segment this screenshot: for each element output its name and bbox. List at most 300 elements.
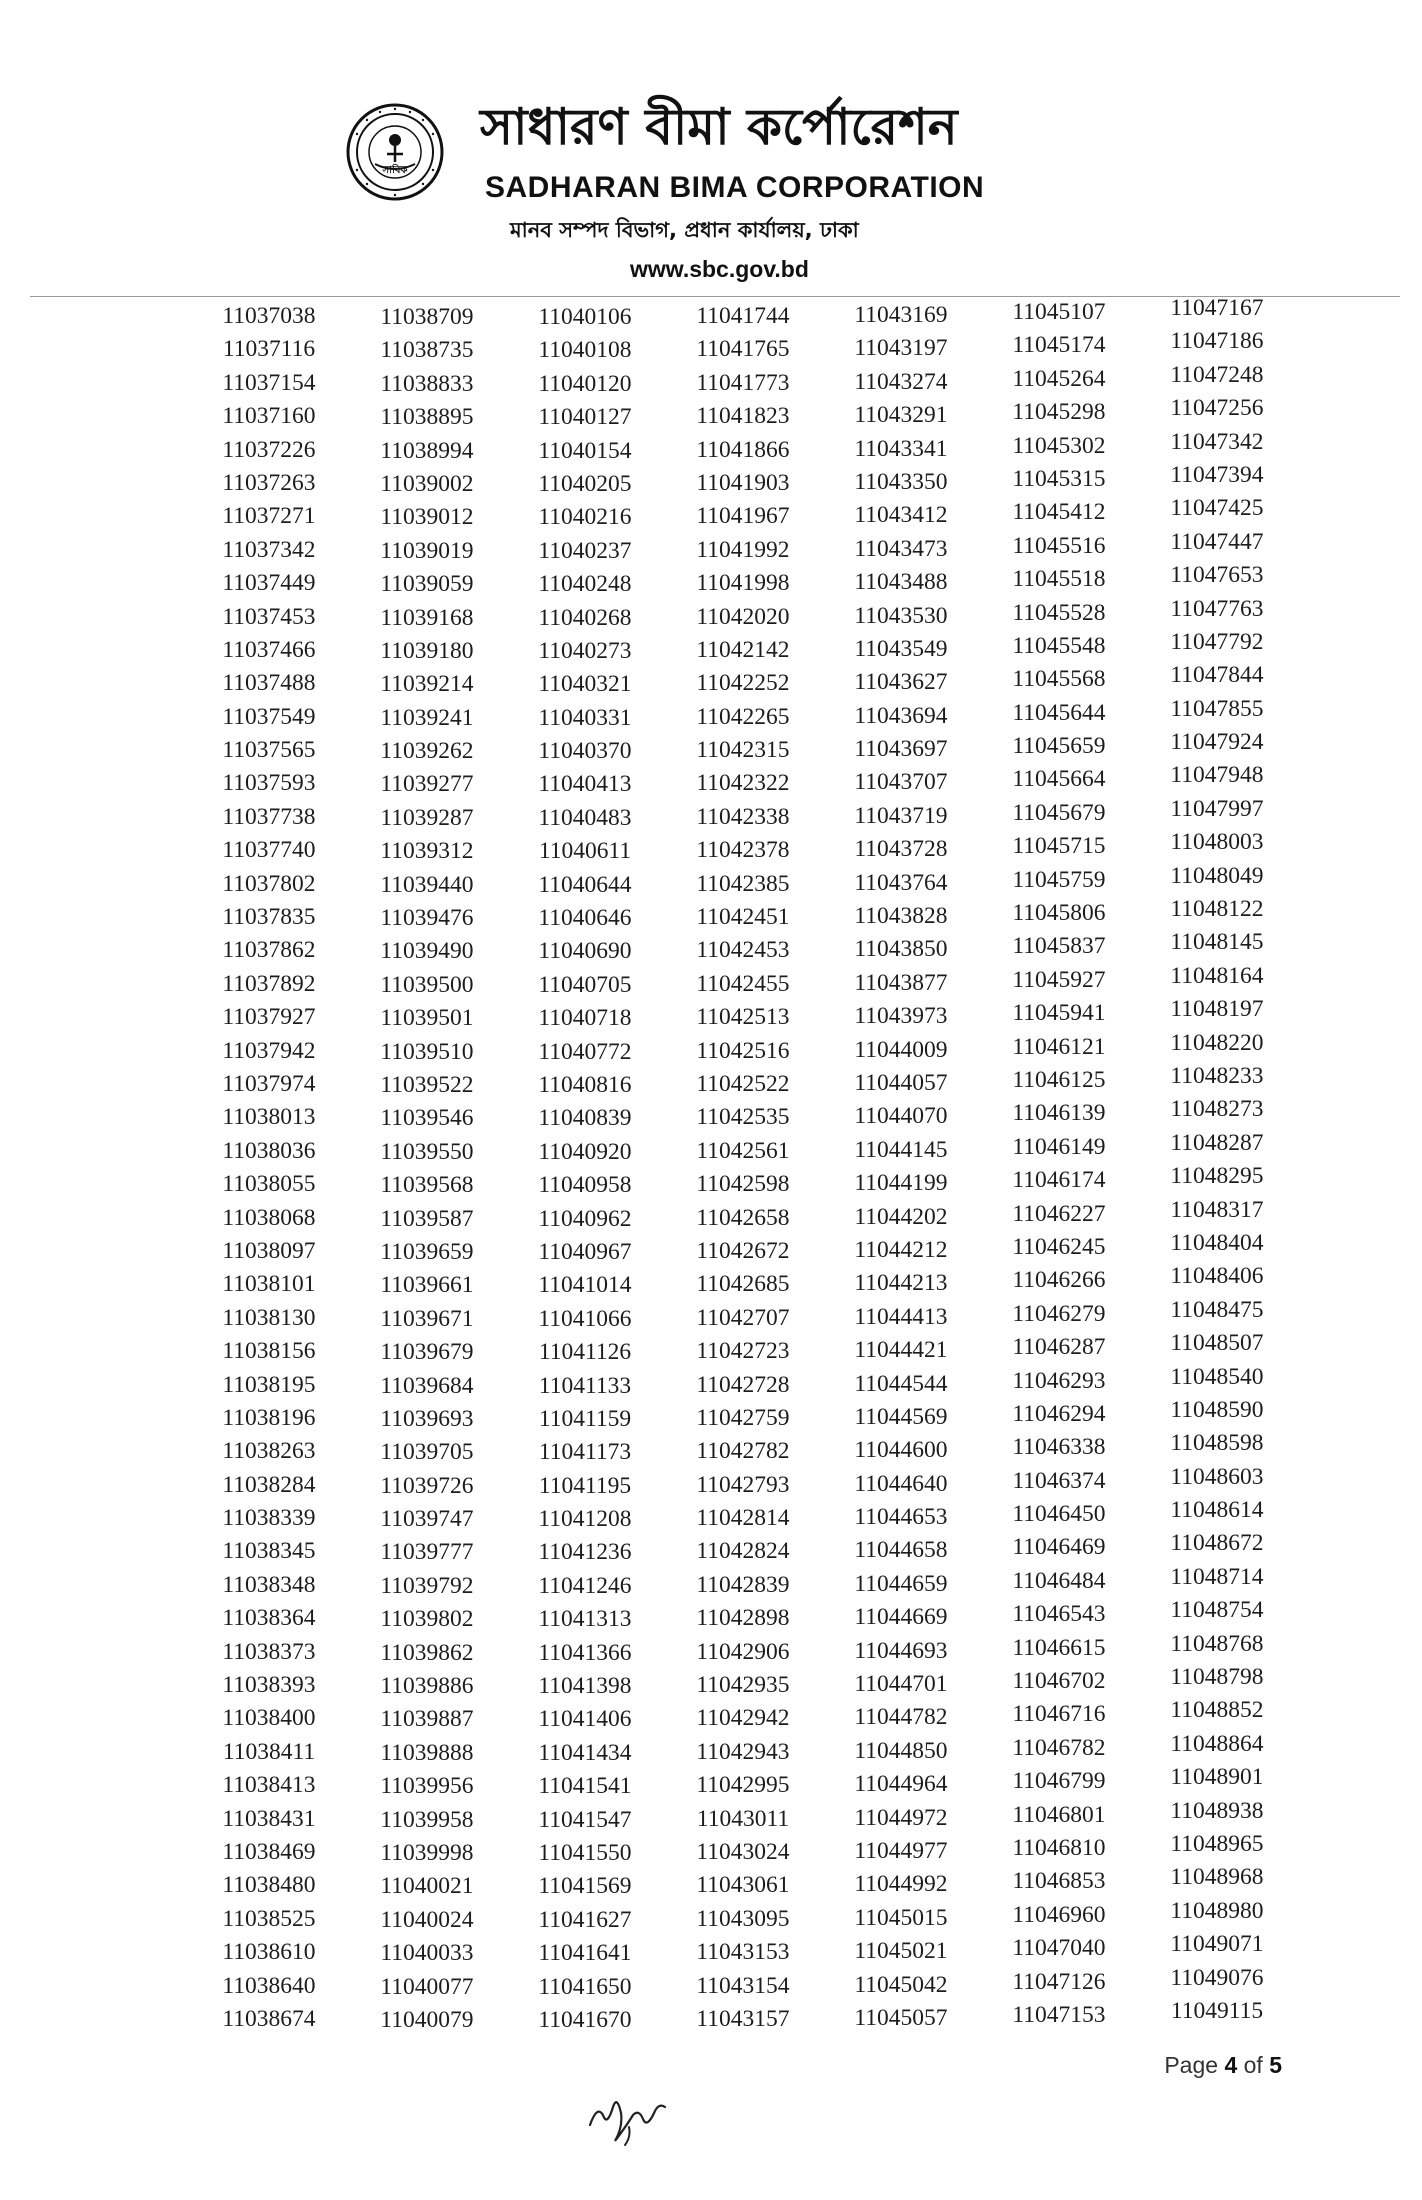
roll-number-cell: 11039241 [380, 704, 474, 731]
roll-number-cell: 11044145 [854, 1136, 948, 1163]
roll-number-cell: 11048852 [1170, 1697, 1264, 1724]
roll-number-cell: 11039671 [380, 1305, 474, 1332]
roll-number-cell: 11042672 [696, 1237, 790, 1264]
roll-number-cell: 11038833 [380, 370, 474, 397]
roll-number-cell: 11037862 [222, 937, 316, 964]
roll-number-cell: 11048145 [1170, 929, 1264, 956]
roll-number-cell: 11038196 [222, 1404, 316, 1431]
roll-number-cell: 11048122 [1170, 896, 1264, 923]
roll-number-cell: 11044544 [854, 1370, 948, 1397]
roll-number-cell: 11038101 [222, 1271, 316, 1298]
roll-number-cell: 11040127 [538, 404, 632, 431]
roll-number-cell: 11046615 [1012, 1634, 1106, 1661]
roll-number-cell: 11043061 [696, 1872, 790, 1899]
roll-number-cell: 11048614 [1170, 1497, 1264, 1524]
roll-number-cell: 11039500 [380, 971, 474, 998]
roll-column [822, 299, 980, 2053]
roll-number-cell: 11041159 [538, 1405, 632, 1432]
roll-number-cell: 11041208 [538, 1506, 632, 1533]
roll-number-cell: 11045679 [1012, 799, 1106, 826]
roll-number-cell: 11041650 [538, 1973, 632, 2000]
roll-number-cell: 11039587 [380, 1205, 474, 1232]
roll-number-cell: 11048672 [1170, 1530, 1264, 1557]
roll-number-cell: 11043153 [696, 1939, 790, 1966]
roll-number-cell: 11046702 [1012, 1668, 1106, 1695]
roll-number-cell: 11038525 [222, 1905, 316, 1932]
website-link[interactable]: www.sbc.gov.bd [630, 256, 809, 282]
roll-number-cell: 11039802 [380, 1606, 474, 1633]
roll-number-cell: 11039661 [380, 1272, 474, 1299]
roll-number-cell: 11040958 [538, 1172, 632, 1199]
roll-number-cell: 11040021 [380, 1873, 474, 1900]
roll-number-cell: 11037802 [222, 870, 316, 897]
roll-number-cell: 11039440 [380, 871, 474, 898]
roll-number-cell: 11037271 [222, 503, 316, 530]
roll-number-cell: 11048598 [1170, 1430, 1264, 1457]
roll-number-cell: 11042793 [696, 1471, 790, 1498]
roll-number-cell: 11038480 [222, 1872, 316, 1899]
roll-number-cell: 11042839 [696, 1571, 790, 1598]
roll-number-cell: 11038413 [222, 1772, 316, 1799]
roll-number-cell: 11042814 [696, 1505, 790, 1532]
roll-number-cell: 11039501 [380, 1005, 474, 1032]
roll-number-cell: 11039510 [380, 1038, 474, 1065]
roll-number-cell: 11046716 [1012, 1701, 1106, 1728]
roll-number-cell: 11039012 [380, 504, 474, 531]
roll-number-cell: 11043473 [854, 535, 948, 562]
roll-number-cell: 11048768 [1170, 1630, 1264, 1657]
roll-number-cell: 11040644 [538, 871, 632, 898]
roll-number-cell: 11044640 [854, 1470, 948, 1497]
roll-number-cell: 11042707 [696, 1304, 790, 1331]
page-of: of [1243, 2052, 1263, 2078]
roll-number-cell: 11045837 [1012, 933, 1106, 960]
roll-number-cell: 11039726 [380, 1472, 474, 1499]
roll-number-cell: 11038195 [222, 1371, 316, 1398]
roll-number-cell: 11038284 [222, 1471, 316, 1498]
roll-number-cell: 11046338 [1012, 1434, 1106, 1461]
roll-number-cell: 11048197 [1170, 996, 1264, 1023]
roll-number-cell: 11038640 [222, 1972, 316, 1999]
roll-number-cell: 11038674 [222, 2005, 316, 2032]
roll-number-cell: 11040154 [538, 437, 632, 464]
seal-text: সাবিক [382, 165, 408, 176]
roll-number-cell: 11046279 [1012, 1300, 1106, 1327]
roll-number-cell: 11042561 [696, 1137, 790, 1164]
roll-column [980, 296, 1138, 2050]
roll-number-cell: 11044070 [854, 1103, 948, 1130]
roll-number-cell: 11040920 [538, 1138, 632, 1165]
roll-number-cell: 11042265 [696, 703, 790, 730]
roll-number-cell: 11047394 [1170, 461, 1264, 488]
roll-number-cell: 11040772 [538, 1038, 632, 1065]
roll-number-cell: 11043488 [854, 569, 948, 596]
roll-number-cell: 11039684 [380, 1372, 474, 1399]
roll-number-cell: 11048754 [1170, 1597, 1264, 1624]
roll-number-cell: 11042378 [696, 837, 790, 864]
roll-number-cell: 11046374 [1012, 1467, 1106, 1494]
roll-number-cell: 11042906 [696, 1638, 790, 1665]
roll-number-cell: 11039287 [380, 804, 474, 831]
roll-number-cell: 11043011 [696, 1805, 790, 1832]
roll-number-cell: 11041744 [696, 303, 790, 329]
roll-number-cell: 11039693 [380, 1405, 474, 1432]
roll-number-cell: 11046149 [1012, 1133, 1106, 1160]
roll-number-cell: 11038735 [380, 337, 474, 364]
roll-number-cell: 11042942 [696, 1705, 790, 1732]
roll-number-cell: 11037593 [222, 770, 316, 797]
roll-number-cell: 11040611 [538, 838, 632, 865]
roll-number-cell: 11045548 [1012, 632, 1106, 659]
roll-number-cell: 11043697 [854, 736, 948, 763]
roll-number-cell: 11046960 [1012, 1901, 1106, 1928]
roll-number-cell: 11047126 [1012, 1968, 1106, 1995]
roll-number-cell: 11039522 [380, 1071, 474, 1098]
roll-number-cell: 11040024 [380, 1906, 474, 1933]
roll-number-cell: 11048968 [1170, 1864, 1264, 1891]
roll-number-cell: 11042252 [696, 670, 790, 697]
roll-number-cell: 11038013 [222, 1104, 316, 1131]
roll-number-cell: 11044658 [854, 1537, 948, 1564]
roll-number-cell: 11047924 [1170, 729, 1264, 756]
roll-number-cell: 11039747 [380, 1506, 474, 1533]
roll-number-cell: 11043291 [854, 402, 948, 429]
roll-number-cell: 11038068 [222, 1204, 316, 1231]
roll-number-cell: 11044212 [854, 1236, 948, 1263]
roll-number-cell: 11046799 [1012, 1768, 1106, 1795]
roll-number-cell: 11039887 [380, 1706, 474, 1733]
roll-number-cell: 11049115 [1170, 1997, 1264, 2024]
roll-number-cell: 11044693 [854, 1637, 948, 1664]
roll-number-cell: 11037263 [222, 469, 316, 496]
roll-number-cell: 11041173 [538, 1439, 632, 1466]
roll-number-cell: 11040033 [380, 1940, 474, 1967]
roll-number-cell: 11038373 [222, 1638, 316, 1665]
roll-number-cell: 11042995 [696, 1772, 790, 1799]
roll-number-cell: 11039476 [380, 905, 474, 932]
roll-number-cell: 11043530 [854, 602, 948, 629]
roll-number-cell: 11043350 [854, 468, 948, 495]
roll-number-cell: 11037160 [222, 403, 316, 430]
roll-number-cell: 11043764 [854, 869, 948, 896]
roll-number-cell: 11040413 [538, 771, 632, 798]
roll-number-cell: 11041641 [538, 1940, 632, 1967]
roll-number-grid [190, 295, 1290, 2052]
roll-number-cell: 11048273 [1170, 1096, 1264, 1123]
roll-number-cell: 11040967 [538, 1238, 632, 1265]
roll-number-cell: 11041236 [538, 1539, 632, 1566]
roll-number-cell: 11039180 [380, 637, 474, 664]
roll-number-cell: 11037342 [222, 536, 316, 563]
roll-number-cell: 11040321 [538, 671, 632, 698]
org-name-bengali: সাধারণ বীমা কর্পোরেশন [480, 98, 958, 156]
roll-number-cell: 11042782 [696, 1438, 790, 1465]
roll-number-cell: 11040331 [538, 704, 632, 731]
roll-number-cell: 11044413 [854, 1303, 948, 1330]
roll-number-cell: 11041541 [538, 1773, 632, 1800]
roll-number-cell: 11037738 [222, 803, 316, 830]
roll-number-cell: 11046484 [1012, 1567, 1106, 1594]
roll-number-cell: 11039705 [380, 1439, 474, 1466]
roll-number-cell: 11041550 [538, 1839, 632, 1866]
roll-number-cell: 11042385 [696, 870, 790, 897]
roll-number-cell: 11038036 [222, 1137, 316, 1164]
roll-number-cell: 11041765 [696, 336, 790, 363]
roll-number-cell: 11046121 [1012, 1033, 1106, 1060]
roll-number-cell: 11048164 [1170, 962, 1264, 989]
roll-number-cell: 11042658 [696, 1204, 790, 1231]
roll-number-cell: 11037565 [222, 737, 316, 764]
roll-number-cell: 11041823 [696, 403, 790, 430]
roll-number-cell: 11048287 [1170, 1129, 1264, 1156]
roll-number-cell: 11037038 [222, 303, 316, 329]
roll-number-cell: 11047256 [1170, 395, 1264, 422]
roll-number-cell: 11047792 [1170, 628, 1264, 655]
roll-number-cell: 11039888 [380, 1739, 474, 1766]
roll-number-cell: 11048590 [1170, 1396, 1264, 1423]
roll-number-cell: 11047997 [1170, 795, 1264, 822]
roll-number-cell: 11042759 [696, 1404, 790, 1431]
roll-number-cell: 11049071 [1170, 1931, 1264, 1958]
roll-number-cell: 11047248 [1170, 361, 1264, 388]
roll-number-cell: 11047153 [1012, 2001, 1106, 2028]
roll-number-cell: 11043850 [854, 936, 948, 963]
page-current: 4 [1224, 2052, 1238, 2078]
roll-number-cell: 11047855 [1170, 695, 1264, 722]
roll-number-cell: 11040370 [538, 738, 632, 765]
roll-number-cell: 11041998 [696, 570, 790, 597]
roll-number-cell: 11039659 [380, 1238, 474, 1265]
roll-number-cell: 11039792 [380, 1572, 474, 1599]
roll-number-cell: 11048938 [1170, 1797, 1264, 1824]
roll-number-cell: 11042728 [696, 1371, 790, 1398]
roll-number-cell: 11047186 [1170, 328, 1264, 355]
page-total: 5 [1269, 2052, 1282, 2078]
roll-number-cell: 11038097 [222, 1237, 316, 1264]
roll-number-cell: 11043341 [854, 435, 948, 462]
roll-number-cell: 11045107 [1012, 299, 1106, 325]
roll-number-cell: 11044600 [854, 1437, 948, 1464]
roll-number-cell: 11039168 [380, 604, 474, 631]
roll-number-cell: 11045516 [1012, 532, 1106, 559]
roll-number-cell: 11041126 [538, 1339, 632, 1366]
roll-column [664, 300, 822, 2054]
roll-number-cell: 11042935 [696, 1672, 790, 1699]
roll-number-cell: 11037740 [222, 837, 316, 864]
roll-number-cell: 11038994 [380, 437, 474, 464]
roll-number-cell: 11037892 [222, 970, 316, 997]
roll-number-cell: 11042453 [696, 937, 790, 964]
roll-number-cell: 11040205 [538, 470, 632, 497]
roll-number-cell: 11040120 [538, 370, 632, 397]
roll-number-cell: 11040690 [538, 938, 632, 965]
roll-number-cell: 11037942 [222, 1037, 316, 1064]
roll-number-cell: 11045057 [854, 2004, 948, 2031]
roll-number-cell: 11038709 [380, 304, 474, 330]
roll-number-cell: 11043274 [854, 368, 948, 395]
roll-column [1138, 292, 1296, 2046]
roll-number-cell: 11047763 [1170, 595, 1264, 622]
roll-number-cell: 11038895 [380, 404, 474, 431]
roll-number-cell: 11039262 [380, 738, 474, 765]
roll-number-cell: 11042943 [696, 1738, 790, 1765]
roll-number-cell: 11048220 [1170, 1029, 1264, 1056]
roll-number-cell: 11043719 [854, 802, 948, 829]
roll-number-cell: 11046782 [1012, 1734, 1106, 1761]
roll-column [190, 300, 348, 2054]
roll-number-cell: 11042516 [696, 1037, 790, 1064]
sadharan-bima-seal-icon [345, 102, 445, 202]
roll-number-cell: 11046125 [1012, 1066, 1106, 1093]
roll-number-cell: 11041866 [696, 436, 790, 463]
roll-number-cell: 11049076 [1170, 1964, 1264, 1991]
roll-number-cell: 11039490 [380, 938, 474, 965]
roll-number-cell: 11040273 [538, 637, 632, 664]
roll-column [506, 301, 664, 2055]
roll-number-cell: 11037927 [222, 1004, 316, 1031]
roll-number-cell: 11038411 [222, 1738, 316, 1765]
roll-number-cell: 11038364 [222, 1605, 316, 1632]
roll-number-cell: 11041246 [538, 1572, 632, 1599]
roll-number-cell: 11045315 [1012, 465, 1106, 492]
roll-number-cell: 11043694 [854, 702, 948, 729]
roll-number-cell: 11045174 [1012, 332, 1106, 359]
roll-number-cell: 11048295 [1170, 1163, 1264, 1190]
roll-number-cell: 11043157 [696, 2005, 790, 2032]
roll-number-cell: 11047948 [1170, 762, 1264, 789]
roll-number-cell: 11041903 [696, 469, 790, 496]
roll-number-cell: 11040106 [538, 304, 632, 330]
roll-number-cell: 11048980 [1170, 1897, 1264, 1924]
roll-number-cell: 11044964 [854, 1771, 948, 1798]
roll-number-cell: 11044057 [854, 1069, 948, 1096]
roll-number-cell: 11047447 [1170, 528, 1264, 555]
roll-number-cell: 11040216 [538, 504, 632, 531]
roll-number-cell: 11044421 [854, 1337, 948, 1364]
roll-number-cell: 11045806 [1012, 900, 1106, 927]
roll-number-cell: 11041398 [538, 1673, 632, 1700]
roll-number-cell: 11044659 [854, 1570, 948, 1597]
roll-number-cell: 11038055 [222, 1171, 316, 1198]
roll-number-cell: 11046450 [1012, 1501, 1106, 1528]
org-name-english: SADHARAN BIMA CORPORATION [485, 171, 985, 204]
roll-number-cell: 11045264 [1012, 365, 1106, 392]
roll-number-cell: 11045302 [1012, 432, 1106, 459]
roll-number-cell: 11040839 [538, 1105, 632, 1132]
roll-number-cell: 11045042 [854, 1971, 948, 1998]
roll-number-cell: 11048003 [1170, 829, 1264, 856]
roll-number-cell: 11038469 [222, 1838, 316, 1865]
roll-number-cell: 11044972 [854, 1804, 948, 1831]
roll-number-cell: 11039277 [380, 771, 474, 798]
roll-number-cell: 11048965 [1170, 1830, 1264, 1857]
roll-number-cell: 11039956 [380, 1773, 474, 1800]
roll-number-cell: 11039546 [380, 1105, 474, 1132]
roll-number-cell: 11040718 [538, 1005, 632, 1032]
page-indicator [1164, 2052, 1282, 2079]
roll-number-cell: 11045518 [1012, 566, 1106, 593]
roll-number-cell: 11043728 [854, 836, 948, 863]
roll-number-cell: 11046294 [1012, 1400, 1106, 1427]
roll-number-cell: 11039679 [380, 1339, 474, 1366]
roll-number-cell: 11045759 [1012, 866, 1106, 893]
roll-number-cell: 11043169 [854, 302, 948, 328]
roll-number-cell: 11041627 [538, 1906, 632, 1933]
roll-number-cell: 11039777 [380, 1539, 474, 1566]
roll-number-cell: 11039312 [380, 838, 474, 865]
roll-number-cell: 11038431 [222, 1805, 316, 1832]
roll-number-cell: 11037116 [222, 336, 316, 363]
roll-number-cell: 11037549 [222, 703, 316, 730]
roll-number-cell: 11043828 [854, 903, 948, 930]
roll-number-cell: 11044992 [854, 1871, 948, 1898]
roll-number-cell: 11043627 [854, 669, 948, 696]
roll-number-cell: 11043973 [854, 1003, 948, 1030]
roll-number-cell: 11046266 [1012, 1267, 1106, 1294]
roll-number-cell: 11043095 [696, 1905, 790, 1932]
roll-number-cell: 11043197 [854, 335, 948, 362]
roll-number-cell: 11040079 [380, 2006, 474, 2033]
roll-number-cell: 11040962 [538, 1205, 632, 1232]
roll-number-cell: 11042685 [696, 1271, 790, 1298]
roll-number-cell: 11042451 [696, 904, 790, 931]
roll-number-cell: 11048317 [1170, 1196, 1264, 1223]
roll-number-cell: 11044782 [854, 1704, 948, 1731]
roll-number-cell: 11037226 [222, 436, 316, 463]
roll-number-cell: 11044009 [854, 1036, 948, 1063]
roll-number-cell: 11045715 [1012, 833, 1106, 860]
roll-number-cell: 11044850 [854, 1737, 948, 1764]
roll-number-cell: 11041014 [538, 1272, 632, 1299]
roll-number-cell: 11045015 [854, 1904, 948, 1931]
department-line: মানব সম্পদ বিভাগ, প্রধান কার্যালয়, ঢাকা [510, 218, 859, 242]
roll-number-cell: 11042455 [696, 970, 790, 997]
roll-number-cell: 11046543 [1012, 1601, 1106, 1628]
roll-number-cell: 11045412 [1012, 499, 1106, 526]
roll-number-cell: 11046174 [1012, 1167, 1106, 1194]
roll-number-cell: 11041992 [696, 536, 790, 563]
roll-number-cell: 11038348 [222, 1571, 316, 1598]
roll-number-cell: 11039550 [380, 1138, 474, 1165]
roll-number-cell: 11046469 [1012, 1534, 1106, 1561]
roll-number-cell: 11040077 [380, 1973, 474, 2000]
roll-number-cell: 11042322 [696, 770, 790, 797]
roll-number-cell: 11046853 [1012, 1868, 1106, 1895]
roll-number-cell: 11039862 [380, 1639, 474, 1666]
roll-number-cell: 11044977 [854, 1837, 948, 1864]
roll-number-cell: 11045927 [1012, 966, 1106, 993]
roll-number-cell: 11048406 [1170, 1263, 1264, 1290]
roll-number-cell: 11039059 [380, 571, 474, 598]
roll-number-cell: 11042898 [696, 1605, 790, 1632]
roll-number-cell: 11041670 [538, 2006, 632, 2033]
roll-number-cell: 11039886 [380, 1673, 474, 1700]
roll-number-cell: 11048404 [1170, 1229, 1264, 1256]
roll-number-cell: 11041967 [696, 503, 790, 530]
roll-number-cell: 11040237 [538, 537, 632, 564]
roll-number-cell: 11042598 [696, 1171, 790, 1198]
roll-number-cell: 11047040 [1012, 1935, 1106, 1962]
roll-number-cell: 11041547 [538, 1806, 632, 1833]
roll-number-cell: 11042723 [696, 1338, 790, 1365]
roll-number-cell: 11037453 [222, 603, 316, 630]
roll-number-cell: 11046139 [1012, 1100, 1106, 1127]
roll-number-cell: 11038156 [222, 1338, 316, 1365]
roll-number-cell: 11040248 [538, 571, 632, 598]
roll-number-cell: 11045941 [1012, 1000, 1106, 1027]
roll-number-cell: 11041366 [538, 1639, 632, 1666]
roll-number-cell: 11041195 [538, 1472, 632, 1499]
